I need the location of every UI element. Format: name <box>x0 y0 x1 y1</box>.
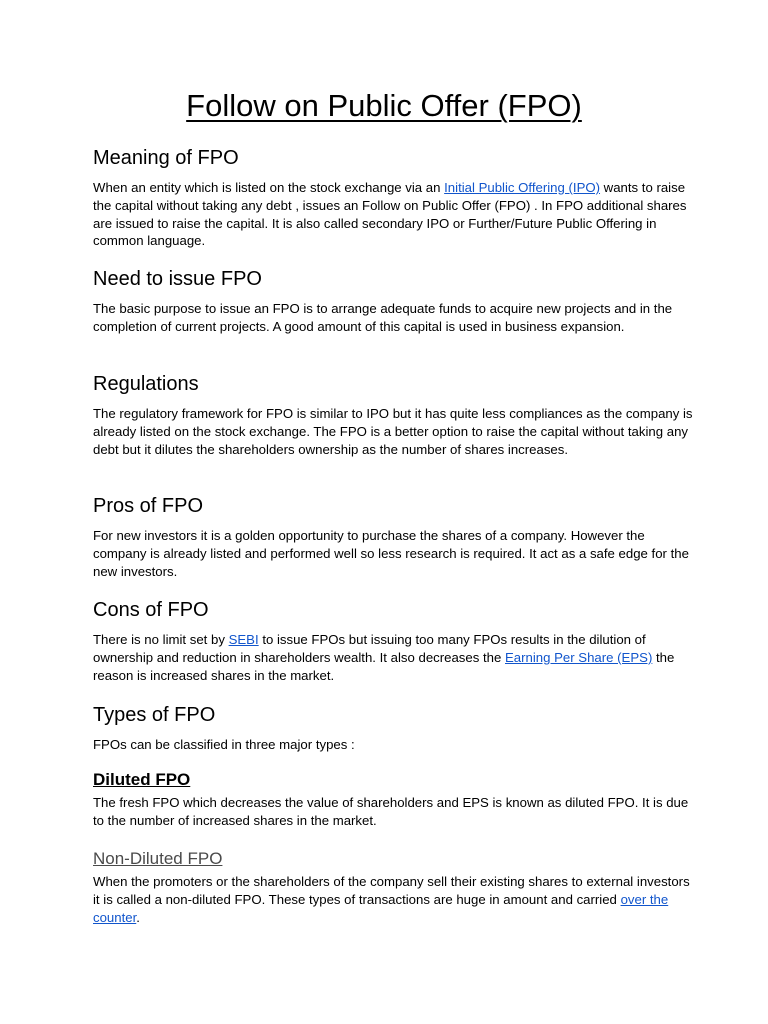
text-run: to issue FPOs but issuing too many FPOs results in the dilution of ownership and reduction in shareholders wealth. It also decreases the <box>93 632 646 665</box>
section-cons <box>93 598 693 684</box>
section-heading-need: Need to issue FPO <box>93 268 262 290</box>
section-text-regulations: The regulatory framework for FPO is similar to IPO but it has quite less compliances as the company is already listed on the stock exchange. The FPO is a better option to raise the capital without taking any debt but it dilutes the shareholders ownership as the number of shares increases. <box>93 406 693 457</box>
document-title: Follow on Public Offer (FPO) <box>186 88 582 123</box>
section-heading-cons: Cons of FPO <box>93 599 209 621</box>
text-run: There is no limit set by <box>93 632 229 647</box>
text-run: . <box>136 909 140 925</box>
section-text-pros: For new investors it is a golden opportunity to purchase the shares of a company. However the company is already listed and performed well so less research is required. It act as a safe edge for the new investors. <box>93 528 689 579</box>
section-text-cons <box>93 631 693 684</box>
section-need <box>93 267 693 336</box>
section-meaning <box>93 146 693 250</box>
section-non-diluted <box>93 848 693 926</box>
section-pros <box>93 494 693 580</box>
text-run: the reason is increased shares in the market. <box>93 649 675 683</box>
section-text-non-diluted <box>93 873 693 926</box>
section-types <box>93 703 693 754</box>
section-text-diluted: The fresh FPO which decreases the value of shareholders and EPS is known as diluted FPO. It is due to the number of increased shares in the market. <box>93 795 689 828</box>
ipo-link[interactable]: Initial Public Offering (IPO) <box>444 180 601 195</box>
text-run: wants to raise the capital without taking any debt , issues an Follow on Public Offer (FPO) . In FPO additional shares are issued to raise the capital. It is also called secondary IPO or Further/Future Public Offering in common language. <box>93 180 687 249</box>
section-text-need: The basic purpose to issue an FPO is to arrange adequate funds to acquire new projects and in the completion of current projects. A good amount of this capital is used in business expansion. <box>93 301 673 334</box>
section-text-types: FPOs can be classified in three major types : <box>93 737 355 752</box>
section-heading-regulations: Regulations <box>93 373 199 395</box>
section-heading-pros: Pros of FPO <box>93 495 204 517</box>
subheading-non-diluted: Non-Diluted FPO <box>93 849 223 868</box>
subheading-diluted: Diluted FPO <box>93 770 191 789</box>
text-run: When an entity which is listed on the stock exchange via an <box>93 180 445 195</box>
section-text-meaning <box>93 179 693 250</box>
section-regulations <box>93 372 693 458</box>
text-run: When the promoters or the shareholders of the company sell their existing shares to external investors it is called a non-diluted FPO. These types of transactions are huge in amount and carried <box>93 874 690 907</box>
sebi-link[interactable]: SEBI <box>228 632 259 647</box>
otc-link[interactable]: over the counter <box>93 891 669 925</box>
eps-link[interactable]: Earning Per Share (EPS) <box>505 649 653 665</box>
section-diluted <box>93 769 693 830</box>
section-heading-types: Types of FPO <box>93 704 216 726</box>
section-heading-meaning: Meaning of FPO <box>93 147 239 169</box>
